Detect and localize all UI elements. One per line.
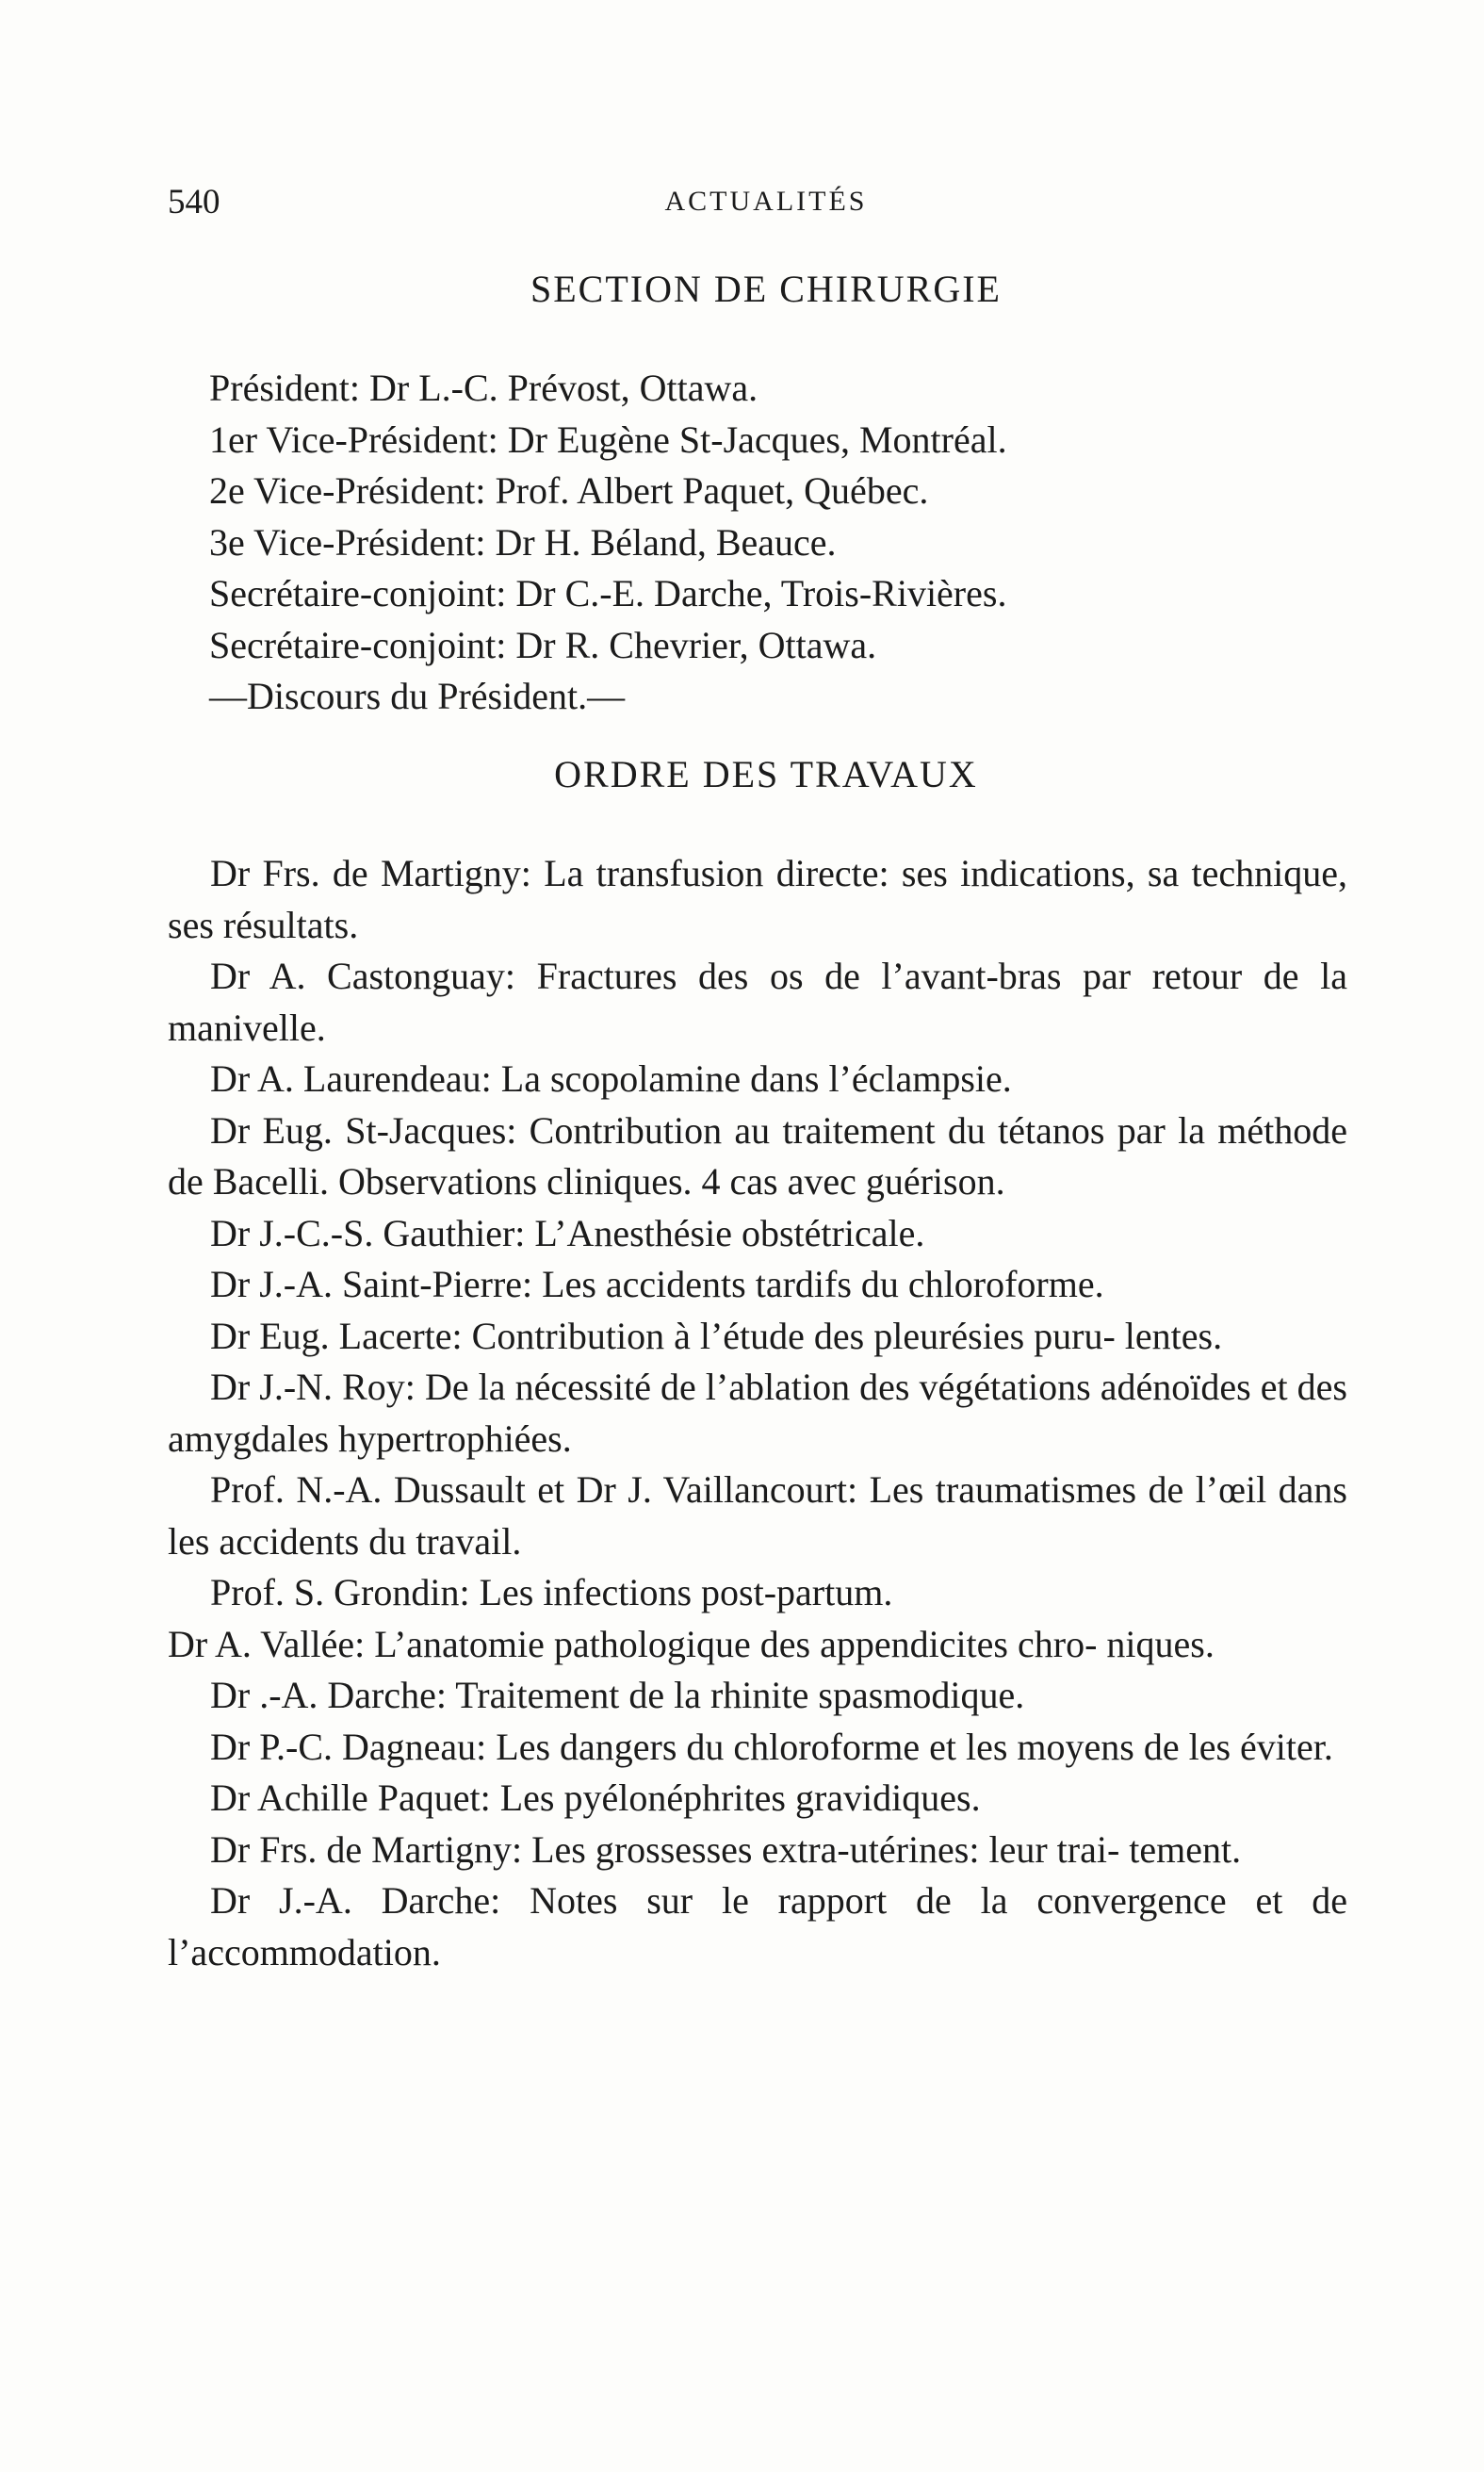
agenda-item: Dr J.-N. Roy: De la nécessité de l’ablation des végétations adénoïdes et des amygdales hypertrophiées. [168, 1366, 1347, 1460]
section-heading: SECTION DE CHIRURGIE [530, 268, 1002, 310]
agenda-item: Dr Achille Paquet: Les pyélonéphrites gravidiques. [210, 1776, 981, 1819]
agenda-list [168, 848, 1347, 1978]
agenda-item: Prof. N.-A. Dussault et Dr J. Vaillancourt: Les traumatismes de l’œil dans les accidents du travail. [168, 1468, 1347, 1563]
officer-vice-president-2: 2e Vice-Président: Prof. Albert Paquet, Québec. [209, 469, 929, 512]
agenda-item: Dr J.-A. Saint-Pierre: Les accidents tardifs du chloroforme. [210, 1263, 1104, 1305]
presidential-address: —Discours du Président.— [209, 675, 626, 717]
agenda-item: Dr A. Laurendeau: La scopolamine dans l’éclampsie. [210, 1057, 1012, 1100]
agenda-item: Dr Frs. de Martigny: Les grossesses extra-utérines: leur trai- tement. [210, 1827, 1242, 1871]
agenda-item: Dr J.-C.-S. Gauthier: L’Anesthésie obstétricale. [210, 1211, 925, 1254]
agenda-item: Dr J.-A. Darche: Notes sur le rapport de la convergence et de l’accommodation. [168, 1879, 1347, 1973]
order-heading: ORDRE DES TRAVAUX [554, 753, 978, 795]
agenda-item: Dr Eug. Lacerte: Contribution à l’étude des pleurésies puru- lentes. [210, 1314, 1223, 1357]
officer-vice-president-3: 3e Vice-Président: Dr H. Béland, Beauce. [209, 520, 837, 564]
agenda-item: Dr Frs. de Martigny: La transfusion directe: ses indications, sa technique, ses résultats. [168, 852, 1347, 946]
running-head [168, 182, 1364, 229]
agenda-item: Dr A. Castonguay: Fractures des os de l’avant-bras par retour de la manivelle. [168, 955, 1347, 1049]
agenda-item: Dr Eug. St-Jacques: Contribution au traitement du tétanos par la méthode de Bacelli. Observations cliniques. 4 cas avec guérison. [168, 1108, 1347, 1203]
running-title: ACTUALITÉS [664, 186, 868, 217]
page-number: 540 [168, 183, 220, 221]
officers-list [209, 363, 1387, 723]
agenda-item: Dr P.-C. Dagneau: Les dangers du chloroforme et les moyens de les éviter. [210, 1725, 1333, 1768]
officer-vice-president-1: 1er Vice-Président: Dr Eugène St-Jacques, Montréal. [209, 417, 1007, 461]
agenda-item: Prof. S. Grondin: Les infections post-partum. [210, 1571, 893, 1613]
agenda-item: Dr .-A. Darche: Traitement de la rhinite spasmodique. [210, 1674, 1025, 1716]
officer-secretary-2: Secrétaire-conjoint: Dr R. Chevrier, Ottawa. [209, 623, 877, 666]
officer-president: Président: Dr L.-C. Prévost, Ottawa. [209, 367, 758, 409]
officer-secretary-1: Secrétaire-conjoint: Dr C.-E. Darche, Trois-Rivières. [209, 572, 1007, 614]
agenda-item: Dr A. Vallée: L’anatomie pathologique des appendicites chro- niques. [168, 1622, 1215, 1665]
